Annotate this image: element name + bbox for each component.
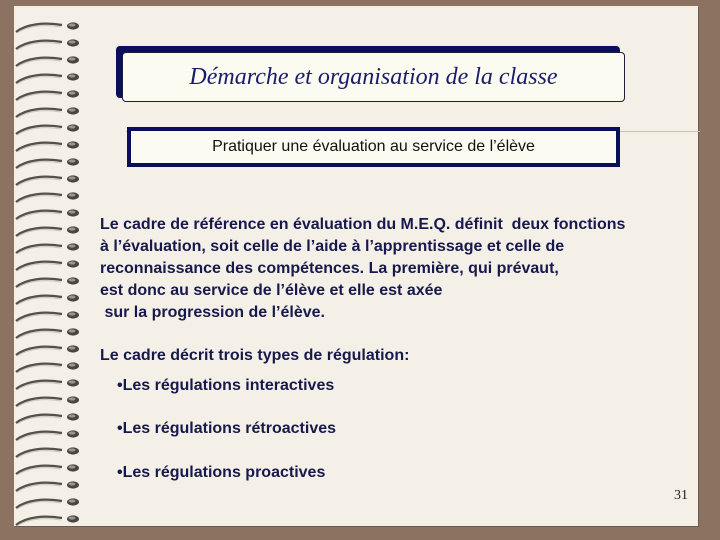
- paragraph-regulation-intro: Le cadre décrit trois types de régulation:: [100, 347, 410, 364]
- binding-ring: [16, 498, 79, 509]
- binding-ring: [16, 209, 79, 220]
- binding-ring: [16, 396, 79, 407]
- binding-ring: [16, 192, 79, 203]
- paragraph-line: sur la progression de l’élève.: [100, 304, 325, 321]
- paragraph-line: à l’évaluation, soit celle de l’aide à l’apprentissage et celle de: [100, 238, 565, 255]
- binding-ring: [16, 311, 79, 322]
- binding-ring: [16, 447, 79, 458]
- paragraph-line: reconnaissance des compétences. La première, qui prévaut,: [100, 260, 559, 277]
- paragraph-line: est donc au service de l’élève et elle est axée: [100, 282, 443, 299]
- subtitle-box: [127, 127, 620, 167]
- spiral-binding-icon: [14, 18, 106, 528]
- paragraph-line: Le cadre de référence en évaluation du M.E.Q. définit deux fonctions: [100, 216, 626, 233]
- binding-ring: [16, 39, 79, 50]
- binding-ring: [16, 56, 79, 67]
- binding-ring: [16, 158, 79, 169]
- binding-ring: [16, 413, 79, 424]
- paragraph-definition: [100, 214, 700, 324]
- binding-ring: [16, 124, 79, 135]
- binding-ring: [16, 515, 79, 526]
- binding-ring: [16, 226, 79, 237]
- binding-ring: [16, 260, 79, 271]
- binding-ring: [16, 430, 79, 441]
- binding-ring: [16, 277, 79, 288]
- bullet-interactives: •Les régulations interactives: [117, 377, 335, 394]
- bullet-retroactives: •Les régulations rétroactives: [117, 420, 337, 437]
- binding-ring: [16, 328, 79, 339]
- binding-ring: [16, 107, 79, 118]
- binding-ring: [16, 243, 79, 254]
- binding-ring: [16, 464, 79, 475]
- bullet-proactives: •Les régulations proactives: [117, 464, 326, 481]
- binding-ring: [16, 22, 79, 33]
- binding-ring: [16, 362, 79, 373]
- binding-ring: [16, 90, 79, 101]
- title-box: [122, 52, 625, 102]
- binding-ring: [16, 175, 79, 186]
- notebook-page: [14, 6, 698, 526]
- binding-ring: [16, 141, 79, 152]
- binding-ring: [16, 73, 79, 84]
- binding-ring: [16, 294, 79, 305]
- binding-ring: [16, 379, 79, 390]
- slide-subtitle: Pratiquer une évaluation au service de l’élève: [212, 138, 535, 155]
- binding-ring: [16, 345, 79, 356]
- slide-title: Démarche et organisation de la classe: [189, 63, 558, 90]
- page-number: 31: [674, 488, 688, 503]
- binding-ring: [16, 481, 79, 492]
